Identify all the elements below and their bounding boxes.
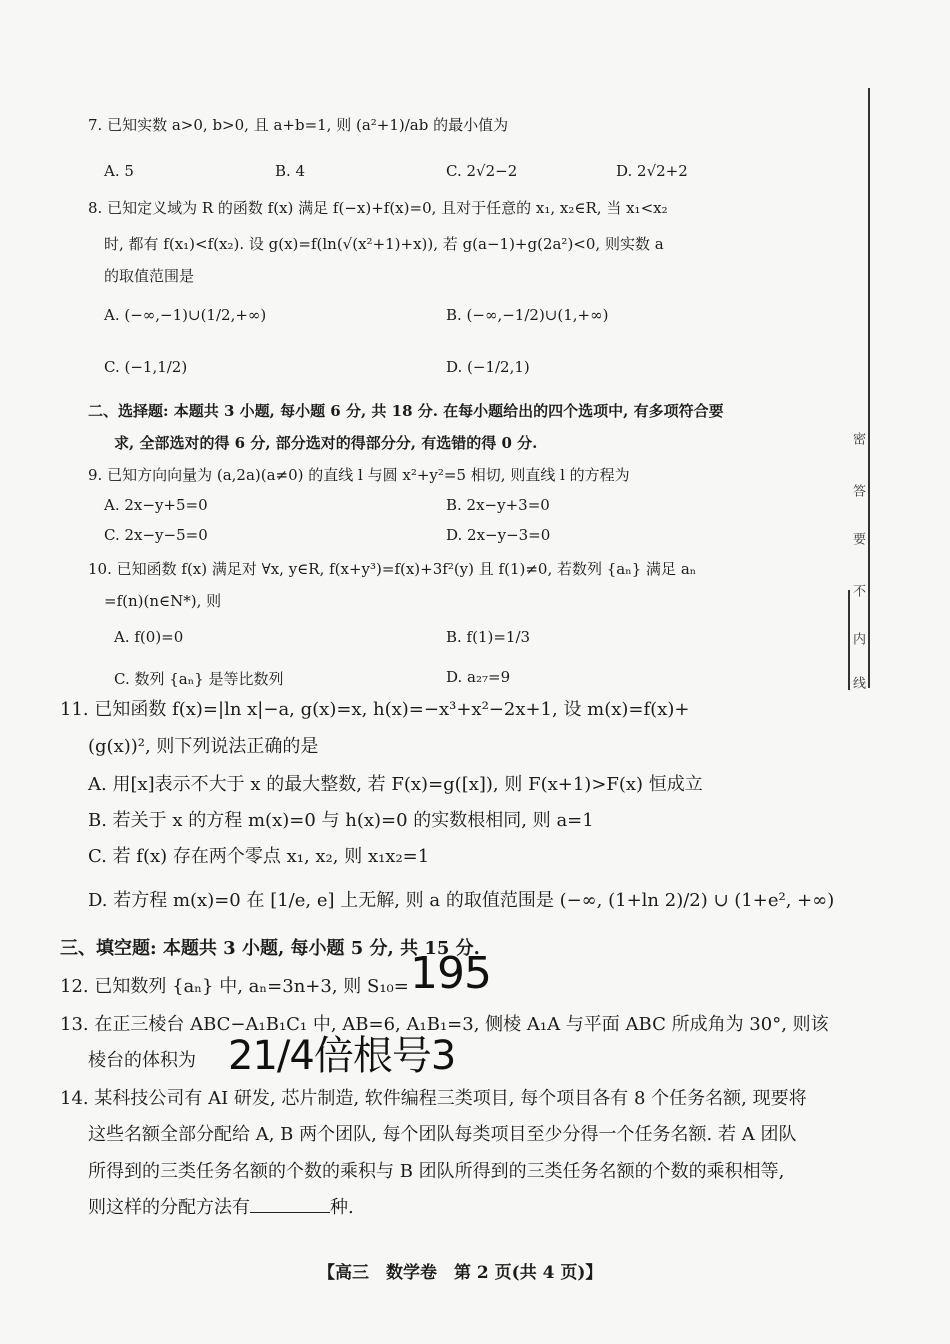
q11-option-b: B. 若关于 x 的方程 m(x)=0 与 h(x)=0 的实数根相同, 则 a=1	[88, 810, 594, 831]
question-14-line1: 14. 某科技公司有 AI 研发, 芯片制造, 软件编程三类项目, 每个项目各有 8 个任务名额, 现要将	[60, 1088, 807, 1109]
question-13-line2: 棱台的体积为	[88, 1050, 196, 1071]
question-14-line3: 所得到的三类任务名额的个数的乘积与 B 团队所得到的三类任务名额的个数的乘积相等,	[88, 1161, 785, 1182]
q8-option-b: B. (−∞,−1/2)∪(1,+∞)	[446, 306, 609, 324]
question-11-line1: 11. 已知函数 f(x)=|ln x|−a, g(x)=x, h(x)=−x³+x²−2x+1, 设 m(x)=f(x)+	[60, 699, 690, 720]
margin-char: 线	[850, 676, 865, 689]
question-9-stem: 9. 已知方向向量为 (a,2a)(a≠0) 的直线 l 与圆 x²+y²=5 相切, 则直线 l 的方程为	[88, 466, 630, 484]
q8-option-d: D. (−1/2,1)	[446, 358, 530, 376]
question-14-line2: 这些名额全部分配给 A, B 两个团队, 每个团队每类项目至少分得一个任务名额. 若 A 团队	[88, 1124, 797, 1145]
margin-char: 内	[850, 632, 865, 645]
section-2-heading-cont: 求, 全部选对的得 6 分, 部分选对的得部分分, 有选错的得 0 分.	[114, 434, 538, 452]
q12-handwritten-answer: 195	[410, 948, 491, 999]
q7-option-c: C. 2√2−2	[446, 162, 518, 180]
q11-option-d: D. 若方程 m(x)=0 在 [1/e, e] 上无解, 则 a 的取值范围是 (−∞, (1+ln 2)/2) ∪ (1+e², +∞)	[88, 890, 835, 911]
q8-option-c: C. (−1,1/2)	[104, 358, 188, 376]
q7-option-d: D. 2√2+2	[616, 162, 688, 180]
question-8-line1: 8. 已知定义域为 R 的函数 f(x) 满足 f(−x)+f(x)=0, 且对于任意的 x₁, x₂∈R, 当 x₁<x₂	[88, 199, 668, 217]
q10-option-d: D. a₂₇=9	[446, 668, 511, 686]
question-7-stem: 7. 已知实数 a>0, b>0, 且 a+b=1, 则 (a²+1)/ab 的最小值为	[88, 116, 509, 134]
q10-option-c: C. 数列 {aₙ} 是等比数列	[114, 670, 284, 688]
margin-char: 要	[850, 532, 865, 545]
margin-char: 密	[850, 432, 865, 445]
question-14-line4	[88, 1193, 354, 1219]
answer-blank	[250, 1198, 330, 1213]
q9-option-d: D. 2x−y−3=0	[446, 526, 551, 544]
question-14-line4-text: 则这样的分配方法有	[88, 1197, 250, 1218]
section-2-heading: 二、选择题: 本题共 3 小题, 每小题 6 分, 共 18 分. 在每小题给出的四个选项中, 有多项符合要	[88, 402, 724, 420]
question-8-line3: 的取值范围是	[104, 267, 195, 285]
q11-option-c: C. 若 f(x) 存在两个零点 x₁, x₂, 则 x₁x₂=1	[88, 846, 430, 867]
q13-handwritten-answer: 21/4倍根号3	[228, 1033, 456, 1079]
question-12-stem: 12. 已知数列 {aₙ} 中, aₙ=3n+3, 则 S₁₀=	[60, 976, 409, 997]
q9-option-a: A. 2x−y+5=0	[104, 496, 208, 514]
page-footer: 【高三 数学卷 第 2 页(共 4 页)】	[318, 1263, 603, 1283]
question-13-line1: 13. 在正三棱台 ABC−A₁B₁C₁ 中, AB=6, A₁B₁=3, 侧棱 A₁A 与平面 ABC 所成角为 30°, 则该	[60, 1014, 829, 1035]
q8-option-a: A. (−∞,−1)∪(1/2,+∞)	[104, 306, 267, 324]
section-3-heading: 三、填空题: 本题共 3 小题, 每小题 5 分, 共 15 分.	[60, 938, 480, 959]
q10-option-a: A. f(0)=0	[114, 628, 184, 646]
question-11-line2: (g(x))², 则下列说法正确的是	[88, 736, 319, 757]
q9-option-b: B. 2x−y+3=0	[446, 496, 550, 514]
q7-option-a: A. 5	[104, 162, 134, 180]
question-8-line2: 时, 都有 f(x₁)<f(x₂). 设 g(x)=f(ln(√(x²+1)+x)), 若 g(a−1)+g(2a²)<0, 则实数 a	[104, 235, 664, 253]
binding-line	[868, 88, 870, 688]
q7-option-b: B. 4	[275, 162, 306, 180]
q10-option-b: B. f(1)=1/3	[446, 628, 531, 646]
question-14-line4-end: 种.	[330, 1197, 354, 1218]
margin-char: 不	[850, 584, 865, 597]
question-10-line2: =f(n)(n∈N*), 则	[104, 592, 222, 610]
margin-char: 答	[850, 484, 865, 497]
q11-option-a: A. 用[x]表示不大于 x 的最大整数, 若 F(x)=g([x]), 则 F(x+1)>F(x) 恒成立	[88, 774, 703, 795]
q9-option-c: C. 2x−y−5=0	[104, 526, 208, 544]
question-10-line1: 10. 已知函数 f(x) 满足对 ∀x, y∈R, f(x+y³)=f(x)+3f²(y) 且 f(1)≠0, 若数列 {aₙ} 满足 aₙ	[88, 560, 697, 578]
